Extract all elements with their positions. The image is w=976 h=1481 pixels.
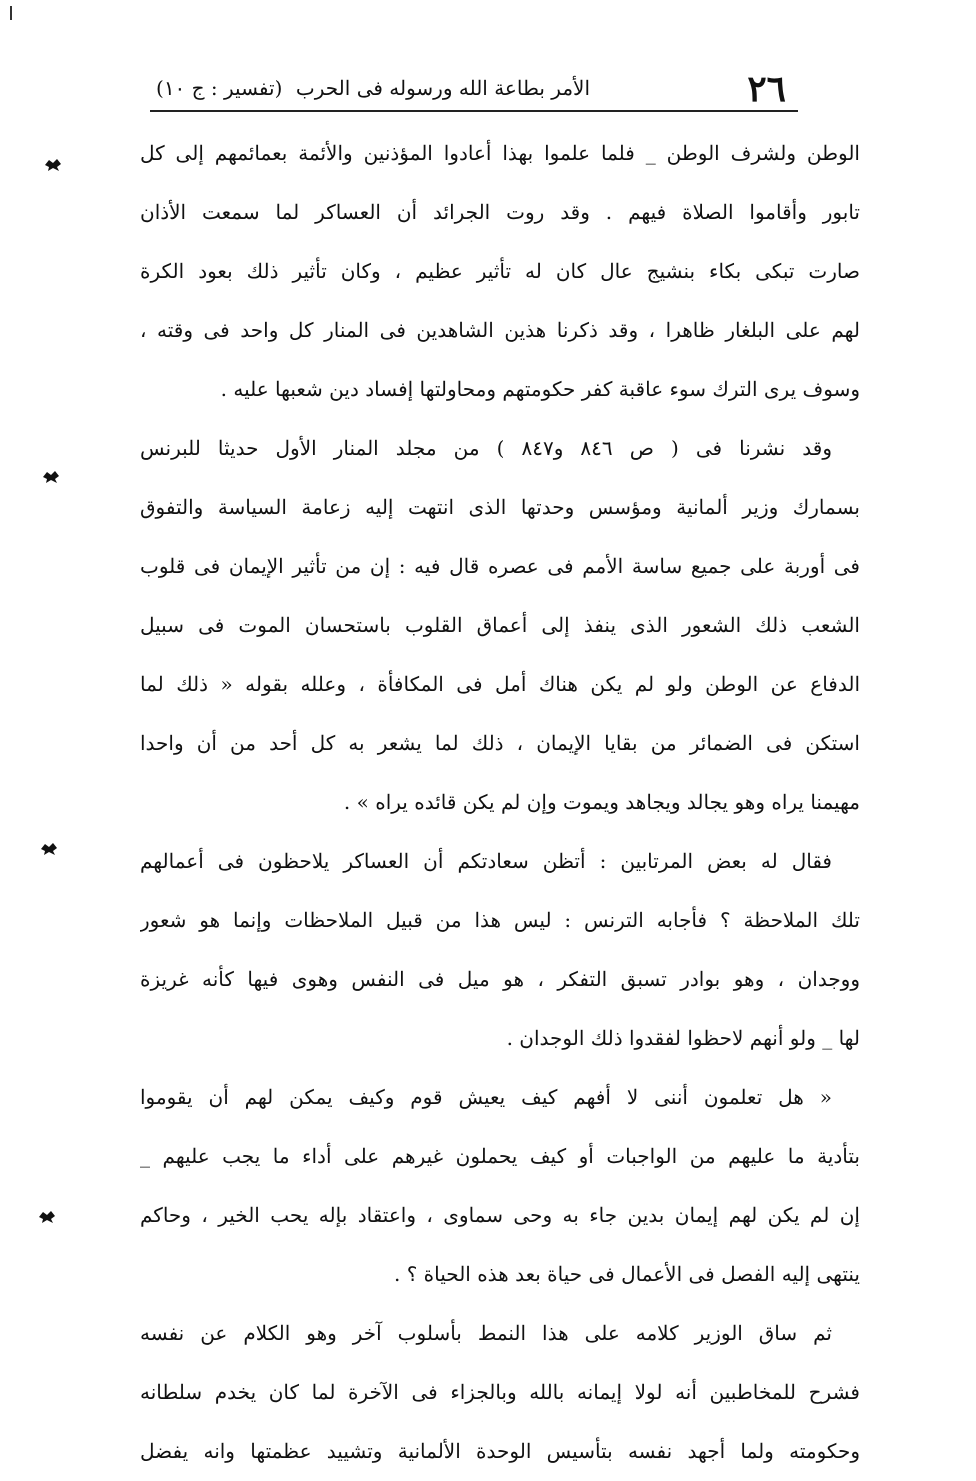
text-line: وسوف يرى الترك سوء عاقبة كفر حكومتهم ومحاولتها إفساد دين شعبها عليه . — [220, 377, 860, 401]
text-line: ثم ساق الوزير كلامه على هذا النمط بأسلوب آخر وهو الكلام عن نفسه — [140, 1321, 832, 1345]
text-line: بسمارك وزير ألمانية ومؤسس وحدتها الذى انتهت إليه زعامة السياسة والتفوق — [140, 495, 860, 519]
text-line: ينتهى إليه الفصل فى الأعمال فى حياة بعد هذه الحياة ؟ . — [393, 1262, 860, 1286]
text-line: تابور وأقاموا الصلاة فيهم . وقد روت الجرائد أن العساكر لما سمعت الأذان — [140, 200, 860, 224]
text-line: وحكومته ولما أجهد نفسه بتأسيس الوحدة الألمانية وتشييد عظمتها وانه يفضل — [140, 1439, 860, 1463]
text-line: تلك الملاحظة ؟ فأجابه الترنس : ليس هذا من قبيل الملاحظات وإنما هو شعور — [140, 908, 860, 932]
text-line: إن لم يكن لهم إيمان بدين جاء به وحى سماوى ، واعتقاد بإله يحب الخير ، وحاكم — [140, 1203, 860, 1227]
series-reference: (تفسير : ج ١٠) — [156, 76, 283, 100]
scan-corner-mark — [10, 6, 12, 20]
page-number: ٢٦ — [747, 68, 786, 110]
paragraph — [140, 1304, 860, 1481]
text-line: الشعب ذلك الشعور الذى ينفذ إلى أعماق القلوب باستحسان الموت فى سبيل — [140, 613, 860, 637]
paragraph — [140, 419, 860, 832]
text-line: الدفاع عن الوطن ولو لم يكن هناك أمل فى المكافأة ، وعلله بقوله « ذلك لما — [140, 672, 860, 696]
ink-blot-icon — [40, 842, 56, 856]
ink-blot-icon — [44, 158, 60, 172]
page-header — [150, 62, 800, 110]
text-line: فى أوربة على جميع ساسة الأمم فى عصره قال فيه : إن من تأثير الإيمان فى قلوب — [140, 554, 860, 578]
ink-blot-icon — [42, 470, 58, 484]
text-line: مهيمنا يراه وهو يجالد ويجاهد ويموت وإن لم يكن قائده يراه » . — [343, 790, 860, 814]
text-line: وقد نشرنا فى ( ص ٨٤٦ و٨٤٧ ) من مجلد المنار الأول حديثا للبرنس — [140, 436, 832, 460]
body-text — [140, 124, 860, 1481]
running-title: الأمر بطاعة الله ورسوله فى الحرب — [295, 76, 590, 100]
text-line: بتأدية ما عليهم من الواجبات أو كيف يحملون غيرهم على أداء ما يجب عليهم _ — [140, 1144, 860, 1168]
text-line: « هل تعلمون أننى لا أفهم كيف يعيش قوم وكيف يمكن لهم أن يقوموا — [140, 1085, 832, 1109]
paragraph — [140, 832, 860, 1068]
text-line: استكن فى الضمائر من بقايا الإيمان ، ذلك لما يشعر به كل أحد من أن واحدا — [140, 731, 860, 755]
text-line: لهم على البلغار ظاهرا ، وقد ذكرنا هذين الشاهدين فى المنار كل واحد فى وقته ، — [140, 318, 860, 342]
text-line: فشرح للمخاطبين أنه لولا إيمانه بالله وبالجزاء فى الآخرة لما كان يخدم سلطانه — [140, 1380, 860, 1404]
text-line: الوطن ولشرف الوطن _ فلما علموا بهذا أعادوا المؤذنين والأئمة بعمائمهم إلى كل — [140, 141, 860, 165]
paragraph — [140, 1068, 860, 1304]
ink-blot-icon — [38, 1210, 54, 1224]
header-rule — [150, 110, 798, 112]
text-line: فقال له بعض المرتابين : أتظن سعادتكم أن العساكر يلاحظون فى أعمالهم — [140, 849, 832, 873]
paragraph — [140, 124, 860, 419]
text-line: ووجدان ، وهو بوادر تسبق التفكر ، هو ميل فى النفس وهوى فيها كأنه غريزة — [140, 967, 860, 991]
text-line: لها _ ولو أنهم لاحظوا لفقدوا ذلك الوجدان . — [506, 1026, 860, 1050]
text-line: صارت تبكى بكاء بنشيج عال كان له تأثير عظيم ، وكان تأثير ذلك بعود الكرة — [140, 259, 860, 283]
